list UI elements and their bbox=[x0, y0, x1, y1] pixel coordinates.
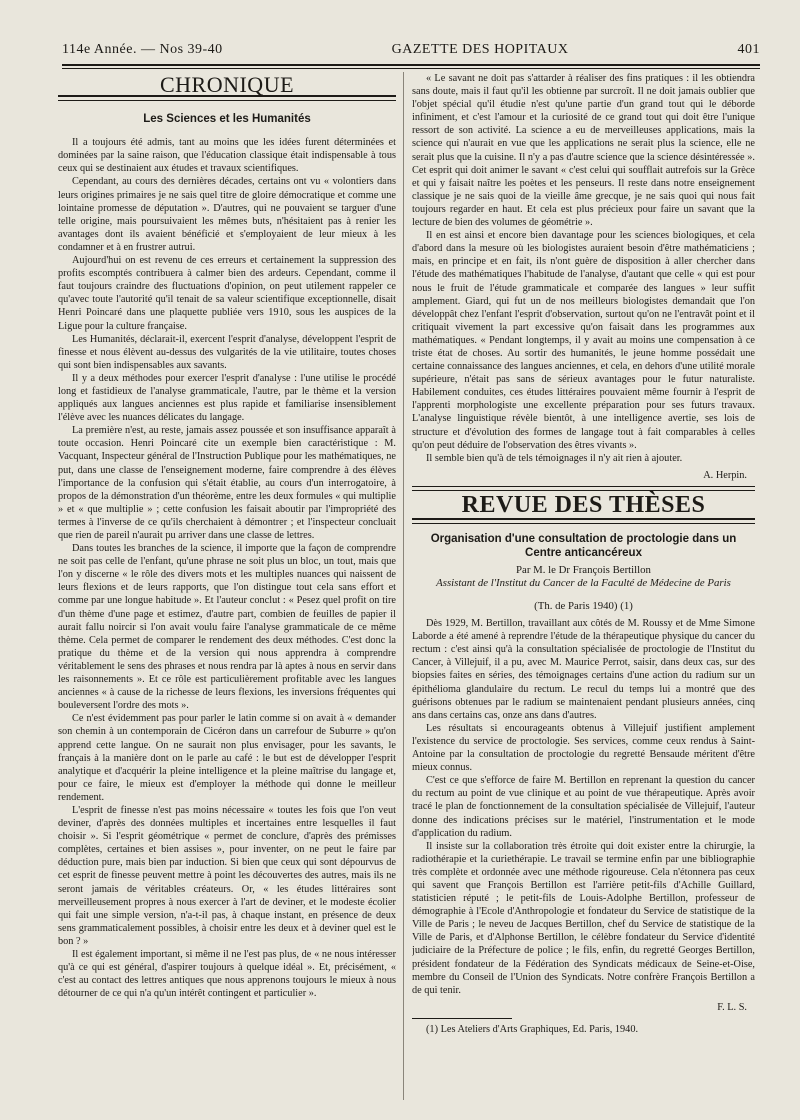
paragraph: Il a toujours été admis, tant au moins que les idées furent déterminées et dominées par la saine raison, que l'éducation classique était indispensable à tous ceux qui se destinaient aux études et travaux scientifiques. bbox=[58, 137, 396, 175]
paragraph: Il semble bien qu'à de tels témoignages il n'y ait rien à ajouter. bbox=[426, 452, 683, 464]
header-rule bbox=[62, 64, 760, 66]
paragraph: Les Humanités, déclarait-il, exercent l'esprit d'analyse, développent l'esprit de finesse et nous élèvent au-dessus des vulgarités de la vie utilitaire, toutes choses qui sont bien indispensables aux savants. bbox=[58, 333, 396, 371]
thesis-reference: (Th. de Paris 1940) (1) bbox=[534, 600, 633, 612]
footnote: (1) Les Ateliers d'Arts Graphiques, Ed. Paris, 1940. bbox=[426, 1023, 639, 1035]
header-rule-thin bbox=[62, 68, 760, 69]
paragraph: « Le savant ne doit pas s'attarder à réaliser des fins pratiques : il les obtiendra sans doute, mais il faut qu'il les obtienne par surcroît. Il ne doit jamais oublier que l'objet spécial qu'il étudie n'est qu'une partie d'un grand tout qui le déborde infiniment, et c'est l'amour et la curiosité de ce grand tout qui doit être l'unique ressort de son activité. La science a eu de merveilleuses applications, mais la science qui n'aurait en vue que les applications ne serait plus la science, elle ne serait plus que la cuisine. Il n'y a pas d'autre science que la science désintéressée ». Cet esprit qui doit animer le savant « c'est celui qui soufflait autrefois sur la Grèce et qui y faisait naître les poètes et les penseurs. Il reste dans notre enseignement classique je ne sais quoi de la vieille âme grecque, je ne sais quoi qui nous fait toujours regarder en haut. Et cela est plus précieux pour faire un savant que la lecture de bien des volumes de géométrie ». bbox=[412, 73, 755, 229]
paragraph: L'esprit de finesse n'est pas moins nécessaire « toutes les fois que l'on veut deviner, d'après des données multiples et incertaines entre lesquelles il faut choisir ». Si l'esprit géométrique « permet de conclure, d'après des prémisses complètes, certaines et bien assises », pour inventer, on ne peut le faire par déduction pure, mais bien par induction. Si bien que ceux qui sont dépourvus de cet esprit de finesse peuvent mettre à point les découvertes des autres, mais ils ne seront jamais de véritables créateurs. Or, « les études littéraires sont merveilleusement propres à nous exercer à l'art de deviner, et le modeste écolier qui fait une simple version, n'a-t-il pas, à chaque instant, en présence de deux sens grammaticalement possibles, à choisir entre les deux et à deviner quel est le bon ? » bbox=[58, 804, 396, 947]
page-header bbox=[62, 42, 760, 64]
article-affiliation: Assistant de l'Institut du Cancer de la Faculté de Médecine de Paris bbox=[436, 577, 731, 589]
section-rule bbox=[412, 486, 755, 487]
paragraph: Les résultats si encourageants obtenus à Villejuif justifient amplement l'existence du service de proctologie. Ses services, comme ceux rendus à Saint-Antoine par la consultation de proctologie du regretté Bensaude méritent d'être mieux connus. bbox=[412, 722, 755, 774]
article-title: Organisation d'une consultation de proctologie dans un Centre anticancéreux bbox=[430, 533, 737, 559]
footnote-rule bbox=[412, 1018, 512, 1019]
paragraph: C'est ce que s'efforce de faire M. Bertillon en reprenant la question du cancer du rectum au point de vue clinique et au point de vue thérapeutique. Après avoir tracé le plan de fonctionnement de la consultation spécialisée de Villejuif, l'auteur donne des indications précises sur le matériel, l'instrumentation et le mode d'application du radium. bbox=[412, 775, 755, 839]
paragraph: Aujourd'hui on est revenu de ces erreurs et certainement la suppression des profits escomptés contribuera à calmer bien des ardeurs. Cependant, comme il faut toujours craindre des fluctuations d'opinion, on peut utilement rappeler ce qu'avec toute l'autorité qu'il tenait de sa valeur scientifique exceptionnelle, disait Henri Poincaré dans une plaquette publiée vers 1910, sous les auspices de la Ligue pour la culture française. bbox=[58, 255, 396, 332]
column-divider bbox=[403, 72, 404, 1100]
revue-signature: F. L. S. bbox=[717, 1001, 747, 1013]
chronique-signature: A. Herpin. bbox=[703, 469, 747, 481]
chronique-continuation bbox=[412, 72, 755, 465]
chronique-body bbox=[58, 136, 396, 1000]
paragraph: La première n'est, au reste, jamais assez poussée et son insuffisance apparaît à toute occasion. Henri Poincaré cite un exemple bien caractéristique : M. Vacquant, Inspecteur général de l'Instruction Publique pour les mathématiques, ne put, dans une classe de l'enseignement moderne, faire comprendre à des élèves l'importance de la confusion qui s'était établie, au cours d'un interrogatoire, à propos de la démonstration d'un théorème, entre les deux formules « qui multiplie » et « que multiplie » ; cette confusion les faisait aboutir par l'impropriété des termes à l'inverse de ce qu'ils cherchaient à démontrer ; et l'inspecteur concluait que rien de pareil n'aurait pu arriver dans une classe de lettres. bbox=[58, 425, 396, 541]
section-rule-2 bbox=[412, 490, 755, 491]
article-byline: Par M. le Dr François Bertillon bbox=[516, 564, 651, 576]
paragraph: Il est également important, si même il ne l'est pas plus, de « ne nous intéresser qu'à ce qui est général, d'aspirer toujours à quelque idéal ». Et, précisément, « c'est au contact des lettres antiques que nous apprenons toujours le mieux à nous détourner de ce qui n'a qu'un intérêt contingent et particulier ». bbox=[58, 949, 396, 1000]
paragraph: Cependant, au cours des dernières décades, certains ont vu « volontiers dans leurs origines primaires je ne sais quel titre de gloire démocratique et comme une lointaine promesse de députation ». D'autres, qui ne pouvaient se targuer d'une telle origine, mais poursuivaient les mêmes buts, n'hésitaient pas à renier les avantages dont ils avaient bénéficié et s'employaient de leur mieux à les condamner et à en frustrer autrui. bbox=[58, 176, 396, 253]
paragraph: Ce n'est évidemment pas pour parler le latin comme si on avait à « demander son chemin à un contemporain de Cicéron dans un carrefour de Suburre » qu'on apprend cette langue. On ne saurait non plus envisager, pour les savants, le français à la manière dont on le parle au café : le but est de développer l'esprit analytique et d'acquérir la pleine intelligence et la pleine maîtrise du langage et, pour ce faire, le mieux est d'employer la méthode qui donne le meilleur rendement. bbox=[58, 713, 396, 803]
revue-title: REVUE DES THÈSES bbox=[461, 491, 706, 518]
journal-title: GAZETTE DES HOPITAUX bbox=[391, 42, 569, 57]
issue-info: 114e Année. — Nos 39-40 bbox=[62, 42, 223, 57]
chronique-title: CHRONIQUE bbox=[159, 72, 295, 97]
chronique-subtitle: Les Sciences et les Humanités bbox=[143, 113, 311, 126]
paragraph: Dans toutes les branches de la science, il importe que la façon de comprendre ne soit pas celle de l'enfant, qu'une phrase ne soit plus un bloc, un tout, mais que l'on y discerne « le rôle des divers mots et les multiples nuances qui naissent de leurs flexions et de leurs rapports, que l'on distingue tout cela sans effort et comme par une longue habitude ». Et l'auteur conclut : « Pesez quel profit on tire d'un thème d'une page et estimez, d'autre part, combien de feuilles de papier il aurait fallu noircir si l'on avait voulu faire l'analyse grammaticale de ce même thème. Cela permet de comparer le rendement des deux méthodes. C'est donc la pratique du thème et de la version qui nous apprendra à comprendre véritablement le sens des phrases et nous rendra par là aptes à nous en servir dans les raisonnements ». Et ce rôle est particulièrement profitable avec les langues anciennes « à cause de la richesse de leurs flexions, les inversions fréquentes qui bouleversent l'ordre des mots ». bbox=[58, 543, 396, 712]
paragraph: Il insiste sur la collaboration très étroite qui doit exister entre la chirurgie, la radiothérapie et la curiethérapie. Le travail se termine enfin par une bibliographie très complète et ordonnée avec une méthode rigoureuse. Cela n'étonnera pas ceux qui savent que François Bertillon est l'arrière petit-fils d'Achille Guillard, statisticien réputé ; le petit-fils de Louis-Adolphe Bertillon, professeur de démographie à l'Ecole d'Anthropologie et fondateur du Service de statistique de la Ville de Paris ; le neveu de Jacques Bertillon, chef du Service de statistique de la Ville de Paris, et d'Alphonse Bertillon, le célèbre fondateur du Service d'identité judiciaire de la Préfecture de police ; le fils, enfin, du regretté Georges Bertillon, président fondateur de la Fédération des Syndicats médicaux de Seine-et-Oise, membre du Conseil de l'Union des Syndicats. Notre confrère François Bertillon a de qui tenir. bbox=[412, 840, 755, 996]
paragraph: Il en est ainsi et encore bien davantage pour les sciences biologiques, et cela d'abord dans la mesure où les biologistes auraient besoin d'être mathématiciens ; mais, en principe et en fait, ils n'ont guère de disposition à aller chercher dans l'étude des mathématiques l'habitude de l'analyse, d'autant que celle « qui est pour nous le fruit de l'étude grammaticale et comparée des langues » leur suffit amplement. Giard, qui fut un de nos meilleurs biologistes demandait que l'on développât chez l'enfant l'esprit d'observation, surtout qu'on ne l'entravât point et il critiquait vivement la part excessive qu'on faisait dans les programmes aux mathématiques. « Pendant longtemps, il y avait au moins une compensation à ce triste état de choses. Au sortir des humanités, le jeune homme possédait une certaine connaissance des langues anciennes, et cela, en dehors d'une utilité morale supérieure, n'était pas sans de sérieux avantages pour le futur naturaliste. Habilement conduites, ces études littéraires pouvaient même fournir à l'esprit de l'apprenti morphologiste une excellente préparation pour ses futurs travaux. L'analyse linguistique révèle bientôt, à une intelligence avertie, ses lois de structure et d'évolution des formes de langage tout à fait comparables à celles qu'on peut déduire de l'observation des êtres vivants ». bbox=[412, 230, 755, 451]
paragraph: Dès 1929, M. Bertillon, travaillant aux côtés de M. Roussy et de Mme Simone Laborde a été amené à reprendre l'étude de la thérapeutique physique du cancer du rectum : c'est ainsi qu'à la consultation spécialisée de proctologie de l'Institut du Cancer, à Villejuif, il a pu, avec M. Maurice Perrot, saisir, dans deux cas, sur des biopsies faites en séries, des témoignages certains d'une action du radium sur un épithélioma glandulaire du rectum. Le recul du temps lui a montré que des guérisons obtenues par le radium se maintenaient pendant plusieurs années, cinq ans dans certains cas, onze ans dans d'autres. bbox=[412, 618, 755, 721]
paragraph: Il y a deux méthodes pour exercer l'esprit d'analyse : l'une utilise le procédé long et fastidieux de l'analyse grammaticale, l'autre, par le thème et la version appliqués aux langues anciennes est plus rapide et familiarise insensiblement l'élève avec les nuances délicates du langage. bbox=[58, 372, 396, 424]
revue-title-rule bbox=[412, 518, 755, 524]
left-column bbox=[58, 72, 396, 1100]
page-number: 401 bbox=[737, 42, 760, 57]
revue-body bbox=[412, 617, 755, 997]
right-column bbox=[412, 72, 755, 1100]
